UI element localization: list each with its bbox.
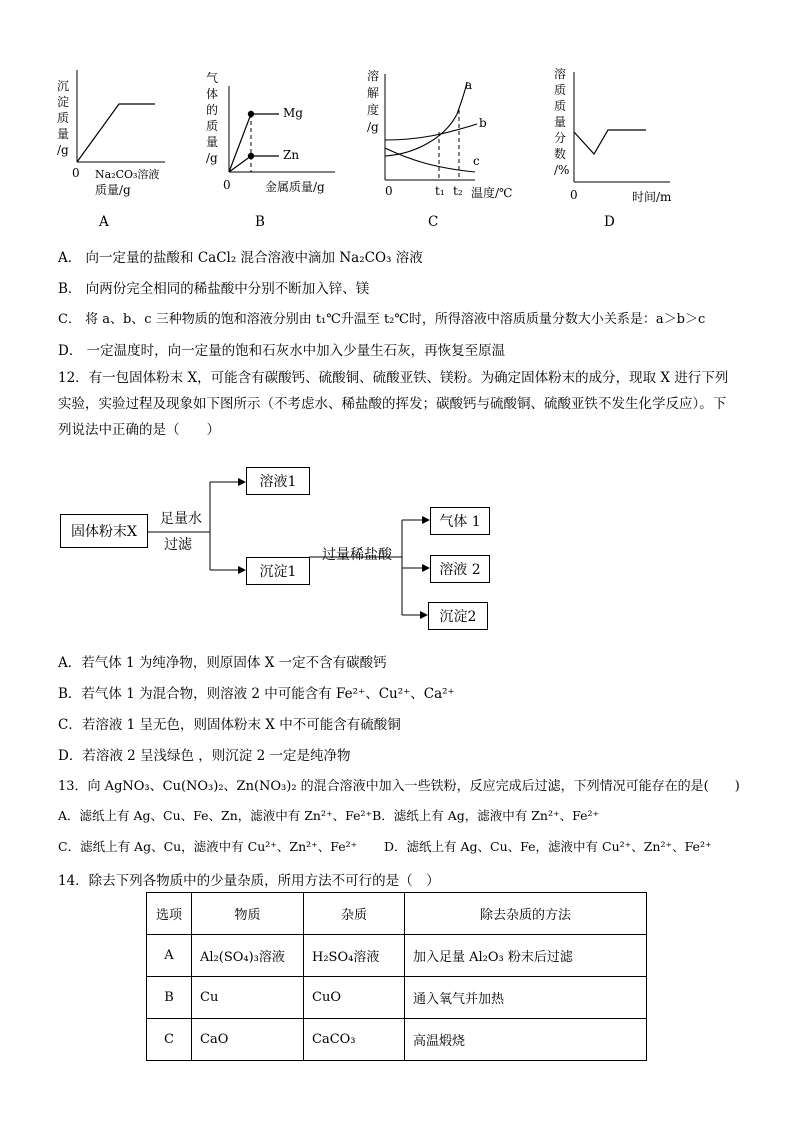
q12-stem: 12．有一包固体粉末 X，可能含有碳酸钙、硫酸铜、硫酸亚铁、镁粉。为确定固体粉末的成分，现取 X 进行下列实验，实验过程及现象如下图所示（不考虑水、稀盐酸的挥发；碳酸钙与硫酸铜、硫酸亚铁不发生化学反应）。下列说法中正确的是（ ） (58, 370, 729, 438)
flow-label-water: 足量水 (160, 511, 202, 527)
graph-a-curve (77, 104, 155, 162)
table-header-cell: 杂质 (304, 893, 405, 935)
graph-b-xlabel: 金属质量/g (265, 180, 325, 194)
graph-b-label-zn: Zn (283, 148, 300, 162)
graph-d-xlabel: 时间/m (632, 190, 672, 204)
graph-b-origin: 0 (223, 178, 231, 192)
graph-b-plot (205, 66, 355, 186)
graph-b-ylabel-char: 量 (206, 135, 219, 149)
graph-c-curve-b (385, 124, 477, 140)
q11-option-b: B． 向两份完全相同的稀盐酸中分别不断加入锌、镁 (58, 281, 370, 297)
table-cell: B (147, 977, 192, 1019)
graph-d-ylabel-char: 质 (554, 83, 567, 97)
table-cell: Al₂(SO₄)₃溶液 (192, 935, 304, 977)
q13-option-d: D．滤纸上有 Ag、Cu、Fe，滤液中有 Cu²⁺、Zn²⁺、Fe²⁺ (384, 839, 712, 854)
q12-option-a: A．若气体 1 为纯净物，则原固体 X 一定不含有碳酸钙 (58, 655, 387, 671)
table-header-cell: 选项 (147, 893, 192, 935)
graph-c-label-b: b (479, 116, 487, 130)
graph-c-curve-a (385, 82, 467, 156)
graph-c-origin: 0 (385, 184, 393, 198)
graph-c-ylabel-char: 溶 (367, 69, 380, 83)
q13-option-ab: A．滤纸上有 Ag、Cu、Fe、Zn，滤液中有 Zn²⁺、Fe²⁺B．滤纸上有 Ag，滤液中有 Zn²⁺、Fe²⁺ (58, 808, 600, 823)
table-header-cell: 物质 (192, 893, 304, 935)
graph-a-ylabel-char: 量 (57, 127, 70, 141)
graph-c-label-a: a (465, 78, 473, 92)
graph-b-point-mg (248, 111, 254, 117)
graph-d-ylabel-char: 量 (554, 115, 567, 129)
graph-d-ylabel-char: /% (554, 163, 570, 177)
table-row (147, 935, 647, 977)
graph-c-caption: C (428, 214, 439, 230)
flow-box-solution-2: 溶液 2 (430, 555, 490, 583)
table-cell: H₂SO₄溶液 (304, 935, 405, 977)
q11-option-c: C． 将 a、b、c 三种物质的饱和溶液分别由 t₁℃升温至 t₂℃时，所得溶液中溶质质量分数大小关系是：a＞b＞c (58, 312, 706, 327)
table-cell: CaO (192, 1019, 304, 1061)
table-cell: 加入足量 Al₂O₃ 粉末后过滤 (405, 935, 647, 977)
table-header-cell: 除去杂质的方法 (405, 893, 647, 935)
table-cell: CaCO₃ (304, 1019, 405, 1061)
graph-c-t2: t₂ (453, 184, 463, 198)
graph-d-caption: D (604, 214, 615, 230)
table-row (147, 977, 647, 1019)
flow-label-filter: 过滤 (164, 537, 192, 553)
table-header-row (147, 893, 647, 935)
flow-box-solution-1: 溶液1 (246, 467, 310, 495)
table-cell: CuO (304, 977, 405, 1019)
graph-d-ylabel-char: 质 (554, 99, 567, 113)
graph-b-ylabel-char: 气 (206, 71, 219, 85)
graph-d (550, 66, 710, 236)
graph-c-label-c: c (473, 154, 480, 168)
graph-d-ylabel-char: 溶 (554, 67, 567, 81)
graph-c (365, 66, 540, 236)
flow-box-gas-1: 气体 1 (430, 507, 490, 535)
graph-d-curve (574, 130, 646, 154)
graph-a-ylabel-char: 淀 (57, 95, 70, 109)
flow-box-solid-x: 固体粉末X (60, 514, 148, 548)
flow-label-hcl: 过量稀盐酸 (322, 547, 392, 563)
graph-c-curve-c (385, 148, 475, 172)
graph-a (55, 66, 175, 236)
table-cell: C (147, 1019, 192, 1061)
q12-flow-connectors (0, 460, 794, 640)
graph-b-label-mg: Mg (283, 106, 303, 120)
graph-a-origin: 0 (72, 166, 80, 180)
graph-c-plot (365, 66, 540, 191)
graph-a-ylabel-char: /g (57, 143, 69, 157)
table-cell: 通入氧气并加热 (405, 977, 647, 1019)
q11-option-a: A． 向一定量的盐酸和 CaCl₂ 混合溶液中滴加 Na₂CO₃ 溶液 (58, 250, 423, 266)
table-cell: 高温煅烧 (405, 1019, 647, 1061)
q13-option-c: C．滤纸上有 Ag、Cu，滤液中有 Cu²⁺、Zn²⁺、Fe²⁺ (58, 839, 358, 854)
q12-option-c: C．若溶液 1 呈无色，则固体粉末 X 中不可能含有硫酸铜 (58, 717, 401, 733)
flow-box-precipitate-1: 沉淀1 (246, 557, 310, 585)
q13-stem: 13．向 AgNO₃、Cu(NO₃)₂、Zn(NO₃)₂ 的混合溶液中加入一些铁粉，反应完成后过滤，下列情况可能存在的是( ) (58, 779, 740, 794)
graph-b-point-zn (248, 153, 254, 159)
graph-d-ylabel-char: 数 (554, 147, 567, 161)
graph-a-ylabel-char: 质 (57, 111, 70, 125)
table-cell: A (147, 935, 192, 977)
graph-a-xlabel-1: Na₂CO₃溶液 (95, 168, 160, 181)
graph-c-ylabel-char: 解 (367, 86, 380, 100)
graph-c-t1: t₁ (435, 184, 445, 198)
q12-option-d: D．若溶液 2 呈浅绿色 ，则沉淀 2 一定是纯净物 (58, 748, 351, 764)
graph-b-ylabel-char: 的 (206, 103, 219, 117)
q14-stem: 14．除去下列各物质中的少量杂质，所用方法不可行的是（ ） (58, 873, 440, 889)
graph-b-ylabel-char: /g (206, 151, 218, 165)
graph-c-xlabel: 温度/℃ (471, 186, 513, 200)
graph-b-ylabel-char: 体 (206, 87, 219, 101)
table-cell: Cu (192, 977, 304, 1019)
graph-a-xlabel-2: 质量/g (95, 183, 131, 197)
graph-c-ylabel-char: /g (367, 120, 379, 134)
graph-a-ylabel-char: 沉 (57, 79, 70, 93)
graph-a-caption: A (99, 214, 109, 230)
graph-b-ylabel-char: 质 (206, 119, 219, 133)
graph-d-origin: 0 (570, 188, 578, 202)
q11-option-d: D． 一定温度时，向一定量的饱和石灰水中加入少量生石灰，再恢复至原温 (58, 343, 506, 359)
graph-b (205, 66, 355, 236)
graph-b-caption: B (255, 214, 265, 230)
graph-c-ylabel-char: 度 (367, 103, 380, 117)
q14-table (146, 892, 647, 1061)
graph-d-ylabel-char: 分 (554, 131, 567, 145)
q12-option-b: B．若气体 1 为混合物，则溶液 2 中可能含有 Fe²⁺、Cu²⁺、Ca²⁺ (58, 686, 455, 702)
flow-box-precipitate-2: 沉淀2 (428, 602, 488, 630)
table-row (147, 1019, 647, 1061)
graph-d-plot (550, 66, 710, 191)
